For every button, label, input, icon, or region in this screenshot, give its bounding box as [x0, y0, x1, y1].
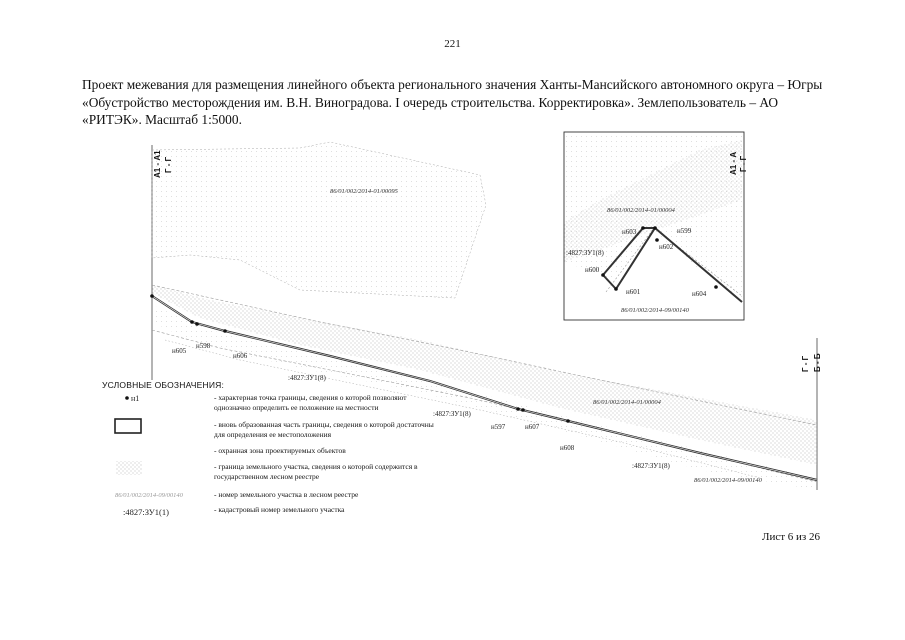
point-label-n597: н597 — [491, 423, 506, 431]
section-label-a1: А1 - А1 — [153, 150, 162, 178]
boundary-point-start — [150, 294, 154, 298]
inset-forest-label-2: 86/01/002/2014-09/00140 — [621, 307, 689, 314]
legend-title: УСЛОВНЫЕ ОБОЗНАЧЕНИЯ: — [102, 380, 225, 390]
point-label-n607: н607 — [525, 423, 540, 431]
boundary-point-n597 — [516, 407, 520, 411]
inset-point-label-n601: н601 — [626, 288, 641, 296]
page-number: 221 — [444, 38, 461, 50]
inset-section-label-g: Г - Г — [739, 155, 748, 172]
boundary-point-n598 — [195, 322, 199, 326]
inset-point-n600 — [601, 273, 605, 277]
legend-cadastral-sample: :4827:ЗУ1(1) — [123, 507, 169, 517]
inset-point-n601 — [614, 287, 618, 291]
boundary-point-n607 — [521, 408, 525, 412]
inset-point-n602 — [655, 238, 659, 242]
legend-item-6: - кадастровый номер земельного участка — [214, 505, 345, 514]
legend-symbols — [115, 396, 142, 475]
inset-point-label-n602: н602 — [659, 243, 674, 251]
legend-point-label: н1 — [131, 394, 140, 403]
section-label-g: Г - Г — [164, 156, 173, 173]
forest-parcel-upper — [152, 142, 486, 298]
legend-forest-sample: 86/01/002/2014-09/00140 — [115, 492, 183, 499]
inset-point-n599 — [653, 226, 657, 230]
inset-point-label-n603: н603 — [622, 228, 637, 236]
inset-point-label-n600: н600 — [585, 266, 600, 274]
legend-item-1: - характерная точка границы, сведения о которой позволяют однозначно определить ее положение на местности — [214, 393, 407, 412]
legend-point-symbol — [125, 396, 129, 400]
document-title: Проект межевания для размещения линейного объекта регионального значения Ханты-Мансийского автономного округа – Югры «Обустройство месторождения им. В.Н. Виноградова. I очередь строительства. Корректировка». Землепользователь – АО «РИТЭК». Масштаб 1:5000. — [82, 77, 823, 127]
legend-protection-zone-symbol — [116, 461, 142, 475]
point-label-n606: н606 — [233, 352, 248, 360]
inset-section-label-a1: А1 - А — [729, 151, 738, 175]
inset-cadastral-label: :4827:ЗУ1(8) — [566, 249, 604, 257]
cadastral-label-2: :4827:ЗУ1(8) — [433, 410, 471, 418]
cadastral-label-3: :4827:ЗУ1(8) — [632, 462, 670, 470]
legend-item-5: - номер земельного участка в лесном реестре — [214, 490, 359, 499]
point-label-n605: н605 — [172, 347, 187, 355]
inset-forest-label-1: 86/01/002/2014-01/00004 — [607, 207, 675, 214]
legend-new-boundary-symbol — [115, 419, 141, 433]
forest-parcel-label-3: 86/01/002/2014-09/00140 — [694, 477, 762, 484]
section-label-right-b: Б - Б — [813, 353, 822, 372]
boundary-point-n606 — [223, 329, 227, 333]
inset-map — [564, 132, 748, 320]
section-label-right-g: Г - Г — [801, 355, 810, 372]
inset-point-label-n599: н599 — [677, 227, 692, 235]
point-label-n598: н598 — [196, 342, 211, 350]
legend-item-4: - граница земельного участка, сведения о которой содержится в государственном лесном реестре — [214, 462, 418, 481]
forest-parcel-label-2: 86/01/002/2014-01/00004 — [593, 399, 661, 406]
cadastral-label-1: :4827:ЗУ1(8) — [288, 374, 326, 382]
legend-item-3: - охранная зона проектируемых объектов — [214, 446, 346, 455]
sheet-label: Лист 6 из 26 — [762, 531, 821, 543]
boundary-point-n605 — [190, 320, 194, 324]
inset-point-label-n604: н604 — [692, 290, 707, 298]
forest-parcel-label-1: 86/01/002/2014-01/00095 — [330, 188, 398, 195]
inset-point-n604 — [714, 285, 718, 289]
inset-point-n603 — [641, 226, 645, 230]
boundary-point-n608 — [566, 419, 570, 423]
legend-item-2: - вновь образованная часть границы, сведения о которой достаточны для определения ее местоположения — [214, 420, 434, 439]
point-label-n608: н608 — [560, 444, 575, 452]
